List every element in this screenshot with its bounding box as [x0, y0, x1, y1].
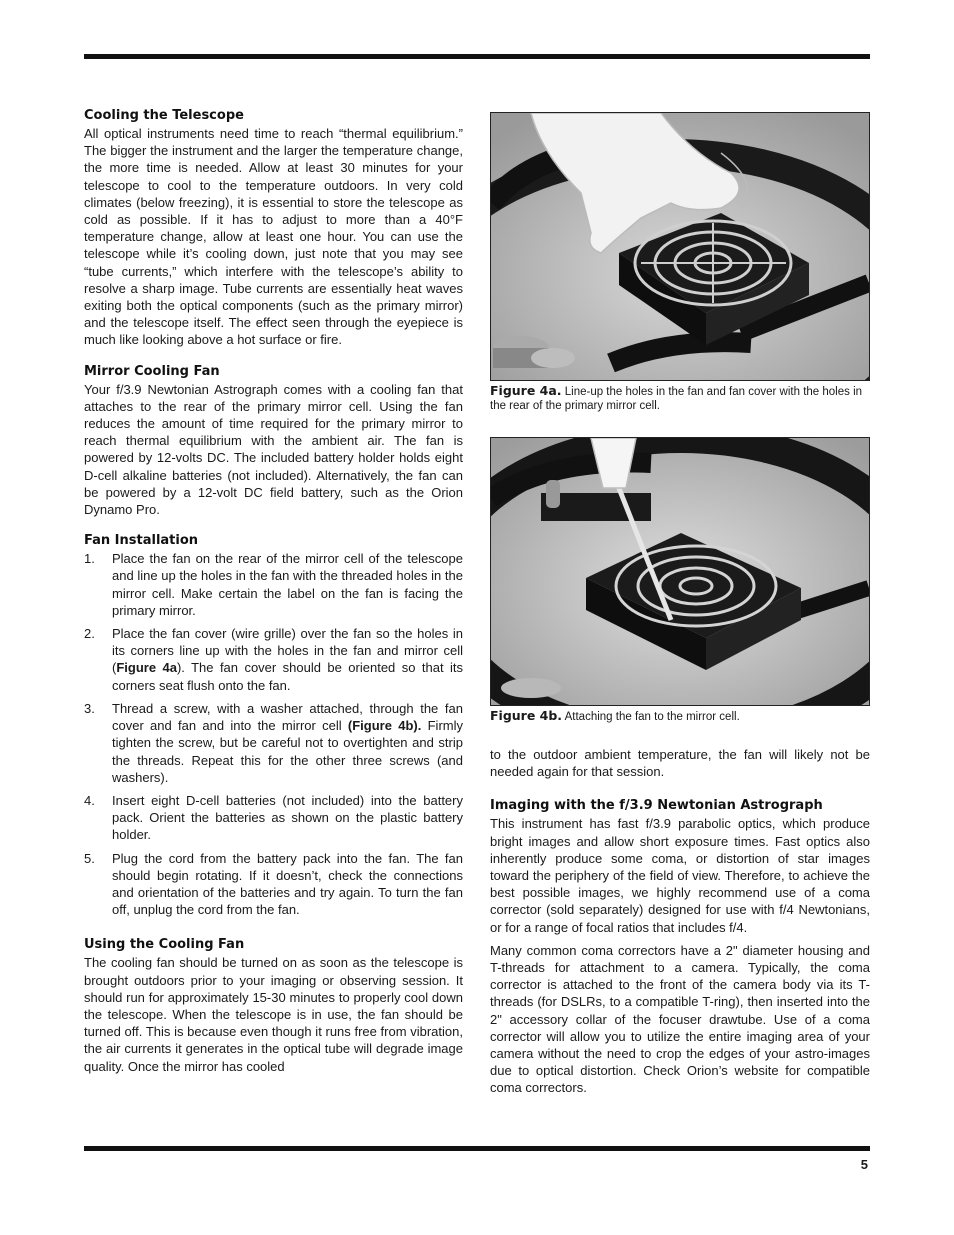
- section-fan-installation: [84, 533, 463, 918]
- bottom-rule: [84, 1146, 870, 1151]
- step-number: 1.: [84, 551, 95, 567]
- figure-4a-caption: [490, 384, 870, 413]
- body-mirror-cooling-fan: Your f/3.9 Newtonian Astrograph comes with a cooling fan that attaches to the rear of the primary mirror cell. Using the fan reduces the amount of time required for the primary mirror to reach thermal equilibrium with the ambient air. The fan is powered by 12-volts DC. The included battery holder holds eight D-cell alkaline batteries (not included). Alternatively, the fan can be powered by a 12-volt DC field battery, such as the Orion Dynamo Pro.: [84, 381, 463, 518]
- step-number: 3.: [84, 700, 95, 716]
- left-column: [84, 108, 463, 1090]
- body-using-cooling-fan: The cooling fan should be turned on as soon as the telescope is brought outdoors prior to your imaging or observing session. It should run for approximately 15-30 minutes to properly cool down the telescope. When the telescope is in use, the fan should be turned off. This is because even though it runs free from vibration, the air currents it generates in the optical tube will degrade image quality. Once the mirror has cooled: [84, 955, 463, 1074]
- step-text-pre: Place the fan cover (wire grille) over the fan so the holes in its corners line up with the holes in the fan and mirror cell (: [112, 626, 463, 676]
- figure-4a-photo: [490, 112, 870, 381]
- figure-4b-photo: [490, 437, 870, 706]
- step-3: [84, 700, 463, 786]
- body-imaging-p2: Many common coma correctors have a 2" diameter housing and T-threads for attachment to a camera. Typically, the coma corrector is attached to the front of the camera body via its T-threads (for DSLRs, to a compatible T-ring), then inserted into the 2" accessory collar of the focuser drawtube. Use of a coma corrector will allow you to utilize the entire imaging area of your camera without the need to crop the edges of your astro-images due to optical distortion. Check Orion’s website for compatible coma correctors.: [490, 942, 870, 1096]
- body-imaging-p1: This instrument has fast f/3.9 parabolic optics, which produce bright images and allow short exposure times. Fast optics also inherently produce some coma, or distortion of star images toward the periphery of the field of view. Therefore, to achieve the best possible images, we highly recommend use of a coma corrector (sold separately) designed for use with f/4 Newtonians, or for a range of focal ratios that includes f/4.: [490, 816, 870, 935]
- step-2: [84, 625, 463, 694]
- section-mirror-cooling-fan: [84, 364, 463, 519]
- figure-4b-text: Attaching the fan to the mirror cell.: [562, 711, 740, 723]
- figure-ref: (Figure 4b).: [347, 718, 422, 734]
- heading-cooling-telescope: Cooling the Telescope: [84, 108, 244, 123]
- installation-steps: [84, 550, 463, 918]
- heading-imaging: Imaging with the f/3.9 Newtonian Astrograph: [490, 798, 823, 814]
- top-rule: [84, 54, 870, 59]
- right-column: [490, 112, 870, 1097]
- heading-fan-installation: Fan Installation: [84, 533, 199, 549]
- step-number: 5.: [84, 850, 95, 866]
- figure-4b-caption: [490, 709, 870, 724]
- figure-ref: Figure 4a: [116, 660, 177, 676]
- step-1: [84, 550, 463, 619]
- step-text-post: Firmly tighten the screw, but be careful not to overtighten and strip the threads. Repeat this for the other three screws (and washers).: [112, 718, 463, 785]
- figure-4b-label: Figure 4b.: [490, 708, 563, 723]
- step-4: [84, 792, 463, 844]
- step-number: 4.: [84, 792, 95, 808]
- step-number: 2.: [84, 626, 95, 642]
- body-cooling-telescope: All optical instruments need time to reach “thermal equilibrium.” The bigger the instrument and the larger the temperature change, the more time is needed. Allow at least 30 minutes for your telescope to cool to the temperature outdoors. In very cold climates (below freezing), it is essential to store the telescope as cold as possible. If it has to adjust to more than a 40°F temperature change, allow at least one hour. You can use the telescope while it’s cooling down, just note that you may see “tube currents,” which interfere with the telescope’s ability to resolve a sharp image. Tube currents are essentially heat waves exiting both the optical components (such as the primary mirror) and the telescope itself. The effect seen through the eyepiece is much like looking above a hot surface or fire.: [84, 126, 463, 348]
- continuation-text: to the outdoor ambient temperature, the fan will likely not be needed again for that session.: [490, 747, 870, 780]
- figure-4a-label: Figure 4a.: [490, 383, 562, 398]
- page-number: 5: [860, 1157, 868, 1172]
- section-cooling-telescope: [84, 108, 463, 349]
- step-text: Insert eight D-cell batteries (not included) into the battery pack. Orient the batteries as shown on the plastic battery holder.: [112, 792, 463, 843]
- figure-4a-text: Line-up the holes in the fan and fan cover with the holes in the rear of the primary mirror cell.: [490, 386, 863, 412]
- step-text: Plug the cord from the battery pack into the fan. The fan should begin rotating. If it doesn’t, check the connections and orientation of the batteries and try again. To turn the fan off, unplug the cord from the fan.: [112, 850, 463, 918]
- step-text-pre: Thread a screw, with a washer attached, through the fan cover and fan and into the mirror cell: [112, 700, 463, 734]
- right-text-block: [490, 746, 870, 1097]
- step-5: [84, 850, 463, 919]
- heading-mirror-cooling-fan: Mirror Cooling Fan: [84, 363, 220, 379]
- heading-using-cooling-fan: Using the Cooling Fan: [84, 937, 245, 953]
- step-text-post: ). The fan cover should be oriented so that its corners seat flush onto the fan.: [112, 660, 464, 693]
- step-text: Place the fan on the rear of the mirror cell of the telescope and line up the holes in the fan with the threaded holes in the mirror cell. Make certain the label on the fan is facing the primary mirror.: [112, 551, 463, 618]
- section-using-cooling-fan: [84, 937, 463, 1074]
